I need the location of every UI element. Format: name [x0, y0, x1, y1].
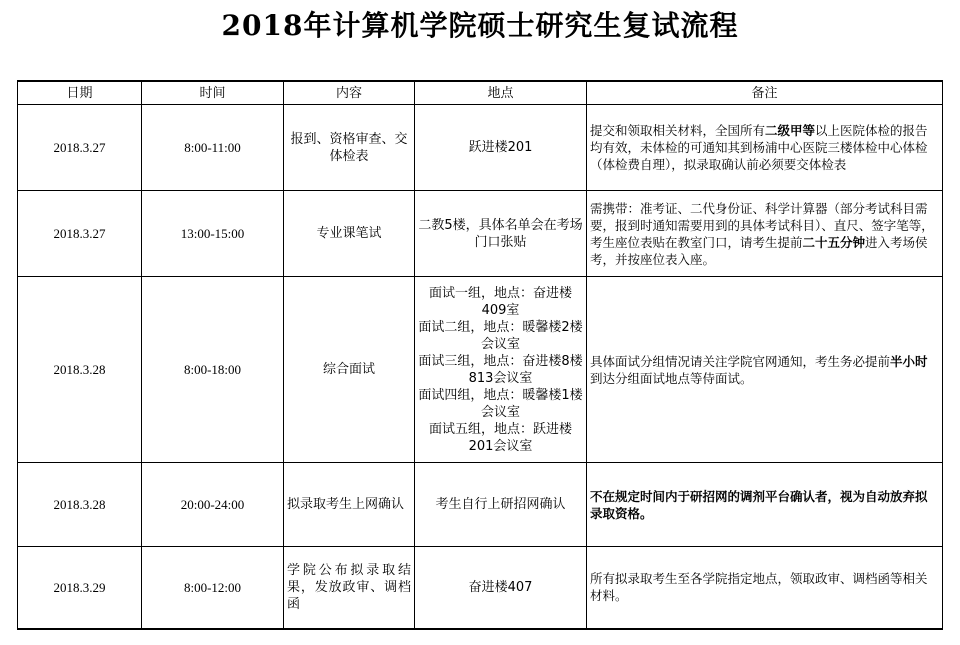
table-row	[18, 277, 943, 463]
cell-time: 8:00-11:00	[142, 105, 284, 191]
cell-notes: 不在规定时间内于研招网的调剂平台确认者，视为自动放弃拟录取资格。	[587, 463, 943, 547]
cell-date: 2018.3.28	[18, 277, 142, 463]
notes-text: 进入考场侯考，并按座位表入座。	[590, 234, 928, 267]
cell-date: 2018.3.28	[18, 463, 142, 547]
cell-content: 拟录取考生上网确认	[284, 463, 415, 547]
table-row	[18, 547, 943, 629]
cell-time: 8:00-12:00	[142, 547, 284, 629]
header-content: 内容	[284, 81, 415, 105]
interview-group-2: 面试二组，地点：暖馨楼2楼会议室	[418, 319, 583, 352]
cell-date: 2018.3.27	[18, 105, 142, 191]
cell-place: 二教5楼，具体名单会在考场门口张贴	[415, 191, 587, 277]
interview-group-3: 面试三组，地点：奋进楼8楼813会议室	[418, 353, 583, 386]
header-place: 地点	[415, 81, 587, 105]
notes-text: 具体面试分组情况请关注学院官网通知，考生务必提前	[590, 353, 891, 369]
notes-text: 以上医院体检的报告均有效，未体检的可通知其到杨浦中心医院三楼体检中心体检（体检费自理），拟录取确认前必须要交体检表	[590, 123, 928, 172]
table-row	[18, 191, 943, 277]
cell-content: 学院公布拟录取结果，发放政审、调档函	[284, 547, 415, 629]
cell-place-list	[415, 277, 587, 463]
cell-place: 跃进楼201	[415, 105, 587, 191]
notes-emphasis: 二级甲等	[765, 123, 816, 138]
header-notes: 备注	[587, 81, 943, 105]
notes-emphasis: 二十五分钟	[802, 234, 866, 250]
cell-date: 2018.3.29	[18, 547, 142, 629]
schedule-table	[17, 80, 943, 630]
page-title: 2018年计算机学院硕士研究生复试流程	[221, 9, 739, 42]
cell-content: 综合面试	[284, 277, 415, 463]
cell-notes	[587, 277, 943, 463]
cell-place: 考生自行上研招网确认	[415, 463, 587, 547]
notes-text: 需携带：准考证、二代身份证、科学计算器（部分考试科目需要，报到时通知需要用到的具体考试科目）、直尺、签字笔等，考生座位表贴在教室门口，请考生提前	[590, 200, 934, 250]
cell-content: 报到、资格审查、交体检表	[284, 105, 415, 191]
cell-notes	[587, 105, 943, 191]
cell-date: 2018.3.27	[18, 191, 142, 277]
notes-text: 提交和领取相关材料，全国所有	[590, 123, 766, 138]
interview-group-4: 面试四组，地点：暖馨楼1楼会议室	[418, 387, 583, 420]
table-row	[18, 105, 943, 191]
header-time: 时间	[142, 81, 284, 105]
table-row	[18, 463, 943, 547]
interview-group-5: 面试五组，地点：跃进楼201会议室	[428, 421, 572, 454]
cell-time: 8:00-18:00	[142, 277, 284, 463]
notes-emphasis: 半小时	[890, 353, 928, 369]
notes-text: 到达分组面试地点等侍面试。	[590, 370, 753, 386]
table-header-row	[18, 81, 943, 105]
cell-notes	[587, 191, 943, 277]
cell-time: 13:00-15:00	[142, 191, 284, 277]
cell-time: 20:00-24:00	[142, 463, 284, 547]
cell-place: 奋进楼407	[415, 547, 587, 629]
interview-group-1: 面试一组，地点：奋进楼409室	[428, 285, 572, 318]
cell-content: 专业课笔试	[284, 191, 415, 277]
cell-notes: 所有拟录取考生至各学院指定地点，领取政审、调档函等相关材料。	[587, 547, 943, 629]
header-date: 日期	[18, 81, 142, 105]
